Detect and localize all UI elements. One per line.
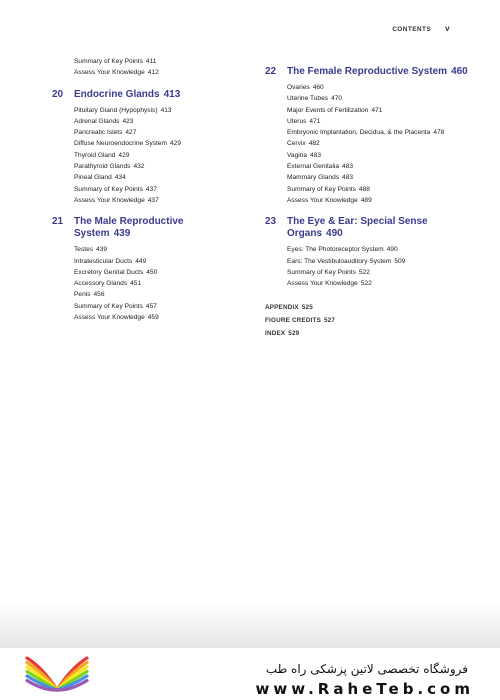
entry-page: 509 — [394, 257, 406, 265]
entry-label: Accessory Glands — [74, 280, 128, 288]
entry-page: 429 — [169, 140, 181, 148]
entry-label: Summary of Key Points — [74, 185, 143, 193]
toc-entry — [287, 161, 470, 172]
entry-page: 411 — [145, 58, 157, 65]
chapter-heading — [265, 216, 470, 240]
toc-entry — [74, 67, 257, 78]
entry-page: 478 — [433, 129, 445, 137]
toc-entry — [74, 138, 257, 149]
back-matter-label: FIGURE CREDITS — [265, 317, 321, 325]
entry-label: Pancreatic Islets — [74, 129, 123, 137]
toc-entry — [74, 267, 257, 278]
entry-label: Ovaries — [287, 84, 310, 91]
entry-page: 413 — [160, 106, 172, 114]
toc-entry — [287, 267, 470, 278]
toc-entry — [74, 161, 257, 172]
entry-page: 483 — [310, 151, 322, 159]
entry-label: External Genitalia — [287, 163, 340, 171]
watermark-persian-text: فروشگاه تخصصی لاتین پزشکی راه طب — [265, 662, 468, 676]
toc-entry — [74, 150, 257, 161]
chapter-number: 23 — [265, 216, 277, 228]
entry-label: Adrenal Glands — [74, 117, 120, 125]
entry-page: 450 — [146, 268, 158, 276]
entry-label: Summary of Key Points — [74, 58, 143, 65]
toc-entry — [287, 93, 470, 104]
running-header — [392, 24, 450, 33]
chapter-number: 22 — [265, 66, 277, 77]
entry-page: 437 — [147, 196, 159, 204]
entry-page: 456 — [93, 291, 105, 299]
toc-entry — [74, 127, 257, 138]
toc-entry — [287, 116, 470, 127]
chapter-heading — [52, 216, 257, 240]
chapter-title-text: Endocrine Glands — [74, 88, 160, 100]
entry-label: Summary of Key Points — [287, 185, 356, 193]
entry-label: Summary of Key Points — [74, 302, 143, 310]
toc-entry — [287, 256, 470, 267]
entry-page: 522 — [360, 280, 372, 288]
entry-label: Thyroid Gland — [74, 151, 116, 159]
chapter-title-line2-text: System — [74, 228, 110, 240]
chapter-title — [74, 216, 183, 240]
toc-entry — [74, 301, 257, 312]
entry-label: Embryonic Implantation, Decidua, & the Placenta — [287, 129, 431, 137]
chapter-title — [74, 89, 180, 101]
entry-page: 490 — [386, 246, 398, 254]
entry-label: Uterus — [287, 117, 307, 125]
right-column — [265, 56, 470, 340]
back-matter-label: APPENDIX — [265, 304, 299, 312]
watermark-banner — [0, 648, 500, 700]
toc-entry — [74, 312, 257, 323]
toc-entry — [287, 195, 470, 206]
entry-page: 439 — [96, 246, 108, 254]
entry-page: 427 — [125, 129, 137, 137]
entry-label: Pineal Gland — [74, 174, 112, 182]
entry-page: 489 — [360, 196, 372, 204]
toc-entry — [74, 244, 257, 255]
watermark-url: www.RaheTeb.com — [255, 680, 474, 698]
toc-entry — [74, 116, 257, 127]
entry-page: 437 — [145, 185, 157, 193]
entry-page: 412 — [147, 69, 159, 77]
entry-page: 457 — [145, 302, 157, 310]
entry-label: Parathyroid Glands — [74, 163, 131, 171]
entry-page: 471 — [371, 106, 383, 114]
entry-label: Mammary Glands — [287, 174, 340, 182]
entry-label: Vagina — [287, 151, 308, 159]
toc-entry — [74, 172, 257, 183]
entry-label: Major Events of Fertilization — [287, 106, 369, 114]
entry-page: 423 — [122, 117, 134, 125]
entry-label: Eyes: The Photoreceptor System — [287, 246, 384, 254]
chapter-number: 20 — [52, 88, 64, 100]
entry-label: Cervix — [287, 140, 306, 148]
toc-entry — [74, 184, 257, 195]
chapter-title-line2 — [287, 228, 428, 240]
entry-label: Assess Your Knowledge — [287, 280, 358, 288]
back-matter-entry — [265, 327, 470, 340]
chapter-page: 460 — [451, 66, 468, 77]
chapter-heading — [52, 89, 257, 101]
entry-label: Summary of Key Points — [287, 268, 356, 276]
chapter-page: 490 — [326, 228, 343, 240]
entry-label: Intratesticular Ducts — [74, 257, 133, 265]
toc-entry — [287, 184, 470, 195]
back-matter — [265, 301, 470, 340]
header-page-number: v — [445, 24, 450, 33]
entry-label: Assess Your Knowledge — [287, 196, 358, 204]
entry-page: 482 — [308, 140, 320, 148]
header-label: CONTENTS — [392, 26, 432, 33]
entry-label: Assess Your Knowledge — [74, 69, 145, 77]
chapter-title-line2-text: Organs — [287, 228, 323, 240]
chapter-title-line1: The Eye & Ear: Special Sense — [287, 216, 428, 228]
entry-page: 429 — [118, 151, 130, 159]
toc-entry — [287, 172, 470, 183]
entry-page: 449 — [135, 257, 147, 265]
entry-page: 483 — [342, 174, 354, 182]
entry-label: Excretory Genital Ducts — [74, 268, 144, 276]
entry-label: Assess Your Knowledge — [74, 314, 145, 322]
entry-label: Diffuse Neuroendocrine System — [74, 140, 167, 148]
chapter-title-text: The Female Reproductive System — [287, 66, 448, 77]
toc-entry — [287, 244, 470, 255]
entry-page: 522 — [358, 268, 370, 276]
entry-page: 459 — [147, 314, 159, 322]
toc-entry — [74, 195, 257, 206]
toc-entry — [287, 82, 470, 93]
toc-entry — [287, 150, 470, 161]
back-matter-page: 525 — [301, 304, 313, 312]
chapter-title-line2 — [74, 228, 183, 240]
entry-label: Assess Your Knowledge — [74, 196, 145, 204]
entry-page: 434 — [114, 174, 126, 182]
back-matter-label: INDEX — [265, 330, 286, 338]
chapter-title — [287, 216, 428, 240]
entry-label: Pituitary Gland (Hypophysis) — [74, 106, 158, 114]
toc-entry — [287, 138, 470, 149]
entry-page: 460 — [312, 84, 324, 91]
chapter-title-line1: The Male Reproductive — [74, 216, 184, 228]
back-matter-entry — [265, 301, 470, 314]
entry-page: 451 — [130, 280, 142, 288]
chapter-title — [287, 66, 468, 78]
chapter-heading — [265, 66, 470, 78]
chapter-page: 439 — [113, 228, 131, 240]
left-column — [52, 56, 257, 323]
toc-entry — [74, 56, 257, 67]
entry-label: Ears: The Vestibuloauditory System — [287, 257, 392, 265]
toc-entry — [287, 127, 470, 138]
bottom-shadow — [0, 600, 500, 648]
toc-entry — [287, 105, 470, 116]
toc-entry — [74, 289, 257, 300]
entry-page: 483 — [342, 163, 354, 171]
entry-page: 470 — [331, 95, 343, 103]
toc-entry — [74, 256, 257, 267]
entry-page: 488 — [358, 185, 370, 193]
entry-label: Testes — [74, 246, 94, 254]
chapter-page: 413 — [163, 88, 181, 100]
entry-label: Penis — [74, 291, 91, 299]
entry-label: Uterine Tubes — [287, 95, 329, 103]
entry-page: 471 — [309, 117, 321, 125]
back-matter-entry — [265, 314, 470, 327]
back-matter-page: 527 — [323, 317, 336, 325]
toc-entry — [287, 278, 470, 289]
book-logo-icon — [22, 652, 92, 696]
toc-entry — [74, 278, 257, 289]
entry-page: 432 — [133, 163, 145, 171]
back-matter-page: 529 — [288, 330, 300, 338]
chapter-number: 21 — [52, 216, 64, 228]
toc-entry — [74, 105, 257, 116]
